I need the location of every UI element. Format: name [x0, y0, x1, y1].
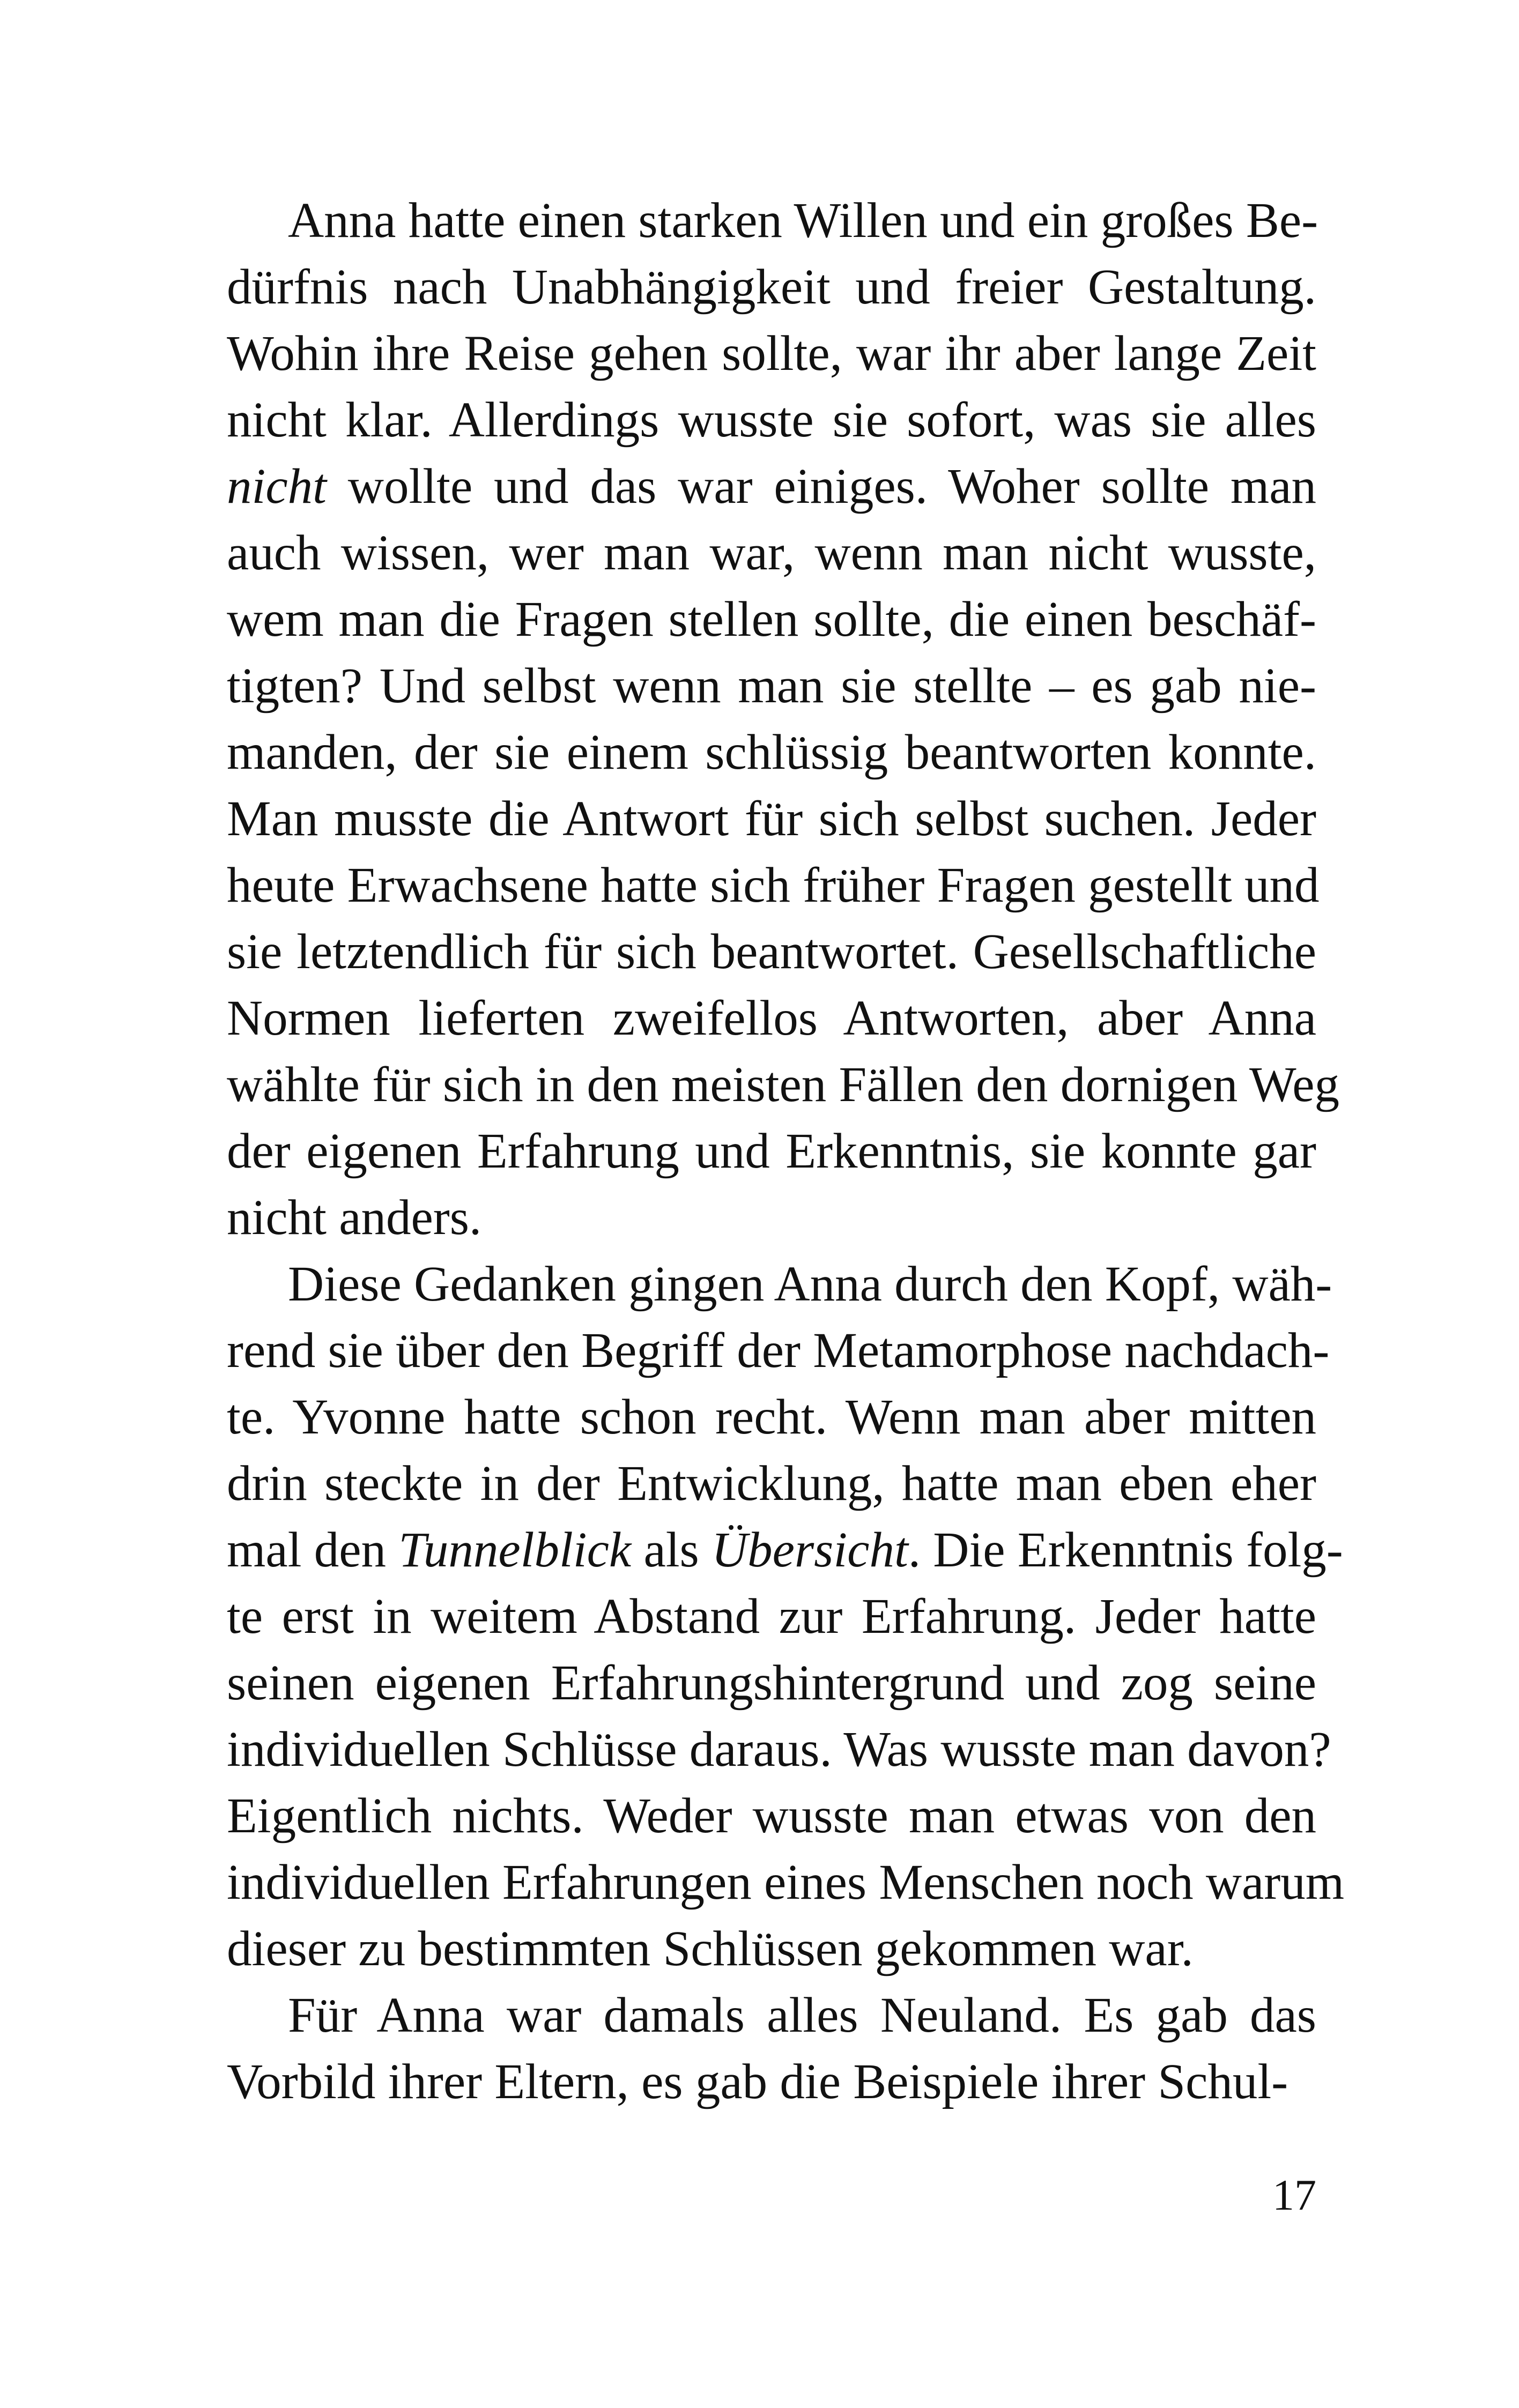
text-line: [227, 188, 1316, 254]
text-segment: te. Yvonne hatte schon recht. Wenn man aber mitten: [227, 1389, 1316, 1445]
text-line: [227, 1517, 1343, 1584]
text-line: [227, 1716, 1331, 1783]
text-line: [227, 653, 1316, 719]
text-line: [227, 719, 1316, 786]
text-segment: wählte für sich in den meisten Fällen den dornigen Weg: [227, 1057, 1340, 1112]
text-line: [227, 1451, 1316, 1517]
paragraph: [227, 1982, 1316, 2115]
text-line: [227, 1982, 1316, 2049]
text-segment: . Die Erkenntnis folg-: [908, 1522, 1343, 1578]
text-line: [227, 387, 1316, 454]
text-line: [227, 1185, 1316, 1251]
italic-text: Tunnelblick: [398, 1522, 632, 1578]
text-segment: Diese Gedanken gingen Anna durch den Kopf, wäh-: [288, 1257, 1332, 1312]
text-line: [227, 1052, 1340, 1118]
text-line: [227, 1318, 1330, 1384]
text-segment: mal den: [227, 1522, 399, 1578]
text-line: [227, 786, 1316, 852]
text-segment: dürfnis nach Unabhängigkeit und freier Gestaltung.: [227, 259, 1316, 315]
text-line: [227, 1783, 1316, 1849]
text-line: [227, 2049, 1316, 2115]
text-segment: individuellen Schlüsse daraus. Was wusste man davon?: [227, 1722, 1331, 1777]
text-line: [227, 1384, 1316, 1451]
text-segment: dieser zu bestimmten Schlüssen gekommen war.: [227, 1921, 1194, 1976]
text-segment: wem man die Fragen stellen sollte, die einen beschäf-: [227, 592, 1316, 647]
page-number: 17: [1272, 2171, 1316, 2219]
text-segment: heute Erwachsene hatte sich früher Fragen gestellt und: [227, 858, 1320, 913]
text-segment: nicht klar. Allerdings wusste sie sofort, was sie alles: [227, 392, 1316, 448]
text-line: [227, 985, 1316, 1052]
text-segment: der eigenen Erfahrung und Erkenntnis, sie konnte gar: [227, 1124, 1316, 1179]
text-segment: Man musste die Antwort für sich selbst suchen. Jeder: [227, 791, 1316, 846]
paragraph: [227, 1251, 1345, 1982]
text-segment: sie letztendlich für sich beantwortet. Gesellschaftliche: [227, 924, 1316, 979]
text-line: [227, 520, 1316, 586]
text-segment: auch wissen, wer man war, wenn man nicht wusste,: [227, 525, 1316, 581]
text-segment: manden, der sie einem schlüssig beantworten konnte.: [227, 725, 1316, 780]
text-segment: Normen lieferten zweifellos Antworten, aber Anna: [227, 991, 1316, 1046]
text-line: [227, 1849, 1345, 1916]
text-line: [227, 1251, 1332, 1318]
text-segment: Anna hatte einen starken Willen und ein großes Be-: [288, 193, 1318, 248]
text-segment: wollte und das war einiges. Woher sollte man: [326, 459, 1316, 514]
text-segment: individuellen Erfahrungen eines Menschen noch warum: [227, 1855, 1345, 1910]
text-segment: Eigentlich nichts. Weder wusste man etwas von den: [227, 1788, 1316, 1844]
text-segment: nicht anders.: [227, 1190, 482, 1245]
text-line: [227, 1118, 1316, 1185]
text-segment: drin steckte in der Entwicklung, hatte man eben eher: [227, 1456, 1316, 1511]
text-segment: Wohin ihre Reise gehen sollte, war ihr aber lange Zeit: [227, 326, 1316, 381]
italic-text: nicht: [227, 459, 327, 514]
text-line: [227, 454, 1316, 520]
text-segment: seinen eigenen Erfahrungshintergrund und zog seine: [227, 1655, 1316, 1711]
text-segment: te erst in weitem Abstand zur Erfahrung. Jeder hatte: [227, 1589, 1316, 1644]
text-line: [227, 321, 1316, 387]
text-line: [227, 586, 1316, 653]
text-line: [227, 919, 1316, 985]
paragraph: [227, 188, 1340, 1251]
text-segment: als: [631, 1522, 712, 1578]
text-line: [227, 254, 1316, 321]
text-segment: Vorbild ihrer Eltern, es gab die Beispiele ihrer Schul-: [227, 2054, 1288, 2109]
text-segment: tigten? Und selbst wenn man sie stellte – es gab nie-: [227, 658, 1316, 714]
body-text: [227, 188, 1345, 2115]
text-line: [227, 1916, 1316, 1982]
italic-text: Übersicht: [712, 1522, 908, 1578]
text-line: [227, 1584, 1316, 1650]
text-segment: rend sie über den Begriff der Metamorphose nachdach-: [227, 1323, 1330, 1378]
text-line: [227, 852, 1320, 919]
text-line: [227, 1650, 1316, 1716]
text-segment: Für Anna war damals alles Neuland. Es gab das: [288, 1988, 1316, 2043]
